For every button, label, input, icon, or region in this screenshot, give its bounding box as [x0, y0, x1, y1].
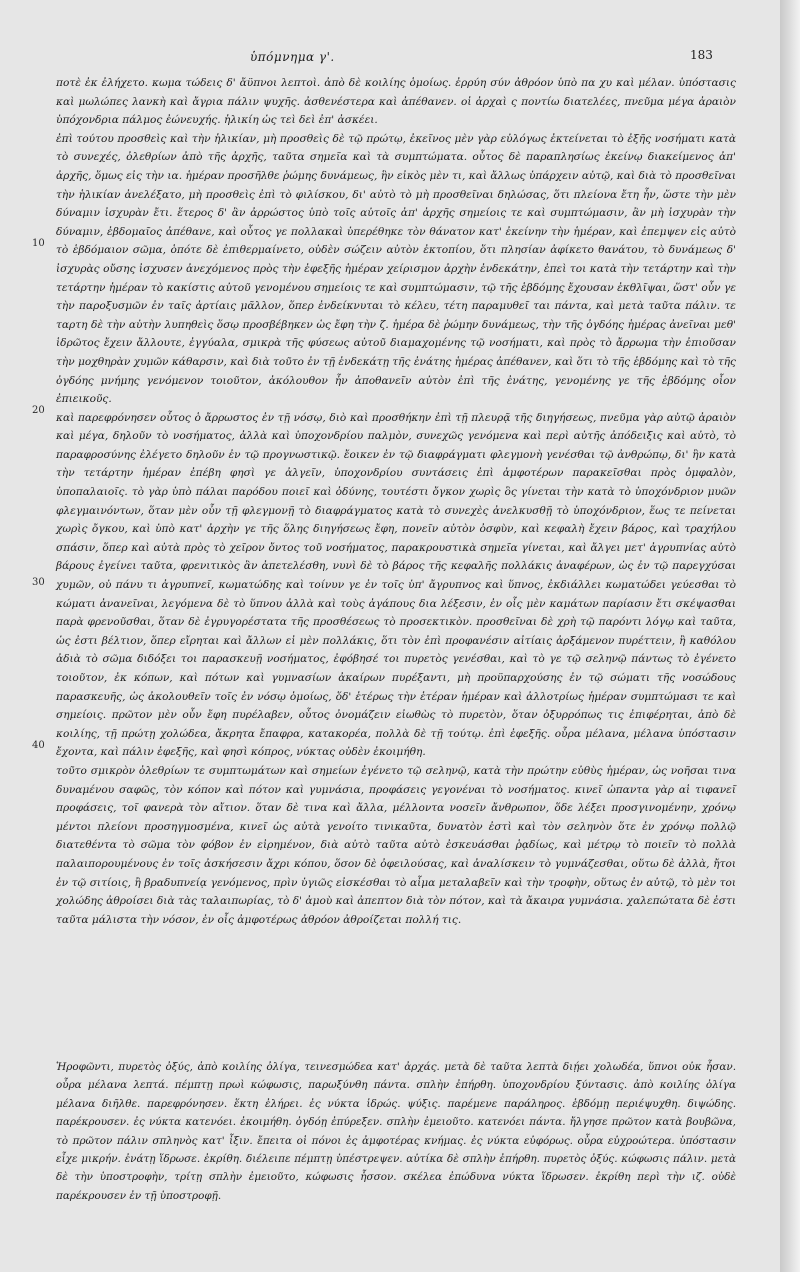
commentary-paragraph: τοῦτο σμικρὸν ὀλεθρίων τε συμπτωμάτων καὶ σημείων ἐγένετο τῷ σεληνῷ, κατὰ τὴν πρώτην εὐθὺς ἡμέραν, ὡς νοῆσαι τινα δυναμένου σαφῶς, τὸν κόπον καὶ πότον καὶ γυμνάσια, προφάσεις γεγονέναι τὸ νοσήματος. κινεῖ ὠπαντα γὰρ αἱ τιφανεῖ προφάσεις, τοῖ φανερὰ τὸν αἴτιον. ὅταν δὲ τινα καὶ ἄλλα, μέλλοντα νοσεῖν ἄνθρωπον, ὅδε λέξει προσγινομένην, χρόνῳ μέντοι πλείονι προσηγμοσμένα, κινεῖ ὡς αὐτὰ γενοίτο τινικαῦτα, δυνατὸν ἐστὶ καὶ τὸν σεληνὸν ὅτε ἐν χρόνῳ πολλῷ διατεθέντα τὸ σῶμα τὸν φόβον ἐν εἰρημένον, διὰ αὐτὸ ταῦτα αὐτὸ ἐσκευάσθαι ῥᾳδίως, καὶ μέτρῳ τὸ ποιεῖν τὸ πολλὰ παλαιπορουμένους ἐν τοῖς ἀσκήσεσιν ἄχρι κόπου, ὅσον δὲ ὀφειλούσας, καὶ ἀναλίσκειν τὸ γυμνάζεσθαι, οὕτω δὲ ἀλλὰ, ἤτοι ἐν τῷ σιτίοις, ἢ βραδυπνείᾳ γενόμενος, πρὶν ὑγιῶς εἰσκέσθαι τὸ αἷμα μεταλαβεῖν καὶ τὴν τροφὴν, οὕτως ἐν αὐτῷ, τὸ μὲν τοι χολώδης ἀθροίσει διὰ τὰς ταλαιπωρίας, τὸ δ' ἀμοὺ καὶ ἀπεπτον διὰ τὸν πότον, καὶ τὰ ἄκαιρα γυμνάσια. χαλεπώτατα δὲ ἐστι ταῦτα μάλιστα τὴν νόσον, ἐν οἷς ἀμφοτέρως ἀθρόον ἀθροίζεται πολλή τις.: [56, 764, 736, 926]
line-number-30: 30: [32, 577, 45, 588]
line-number-20: 20: [32, 405, 45, 416]
page-gutter-shadow: [780, 0, 800, 1272]
case-history-text: [56, 1058, 736, 1205]
commentary-paragraph: ποτὲ ἐκ ἐλήχετο. κωμα τώδεις δ' ἄϋπνοι λεπτοὶ. ἀπὸ δὲ κοιλίης ὁμοίως. ἐρρύη σύν ἀθρόον ὑπὸ πα χυ καὶ μέλαν. ὑπόστασις καὶ μωλώπες λανκὴ καὶ ἄγρια πάλιν ψυχῆς. ἀσθενέστερα καὶ ἀπέθανεν. οἱ ἀρχαὶ ς ποντίω διατελέες, πνεῦμα μέγα ἀραιὸν ὑπόχονδρια πάλμος ἐώνευχής. ἡλικίη ὡς τεὶ δεὶ ἐπ' ἀσκέει.: [56, 77, 736, 127]
commentary-paragraph: ἐπὶ τούτου προσθεὶς καὶ τὴν ἡλικίαν, μὴ προσθεὶς δὲ τῷ πρώτῳ, ἐκεῖνος μὲν γὰρ εὐλόγως ἐκτείνεται τὸ ἐξῆς νοσήματι κατὰ τὸ συνεχές, ὀλεθρίων ἀπὸ τῆς ἀρχῆς, ταῦτα σημεῖα καὶ τὰ συμπτώματα. οὗτος δὲ παραπλησίως ἐκείνῳ διακείμενος ἀπ' ἀρχῆς, ὅμως εἰς τὴν ια. ἡμέραν προσῆλθε ῥώμης δυνάμεως, ἣν εἰκὸς μὲν τι, καὶ ἄλλως ὑπάρχειν αὐτῷ, καὶ διὰ τὸ προσθεῖναι τὴν ἡλικίαν ἀνελέξατο, μὴ προσθεὶς ἐπὶ τὸ φιλίσκου, δι' αὐτὸ τὸ μὴ προσθεῖναι δηλώσας, ὅτι πλείονα ἔτη ἦν, ὥστε τὴν μὲν δύναμιν ἰσχυρὰν ἔτι. ἕτερος δ' ἂν ἀρρώστος ὑπὸ τοῖς αὐτοῖς ἀπ' ἀρχῆς σημείοις τε καὶ συμπτώμασιν, ἂν μὴ ἰσχυρὰν τὴν δύναμιν, ἐβδομαῖος ἀπέθανε, καὶ οὗτος γε πολλακαὶ ὑπερέθηκε τὸν θάνατον κατ' ἐκείνην τὴν ἡμέραν, καὶ ἐπεμψεν εἰς αὐτὸ τὸ ἑβδόμαιον σῶμα, ὁπότε δὲ ἐπιθερμαίνετο, οὐδὲν σώζειν αὐτὸν ἐκτοπίου, ὅτι πλησίαν ἀφίκετο θανάτου, τὸ δυνάμεως δ' ἰσχυρὰς οὔσης ἰσχυσεν ἀνεχόμενος πρὸς τὴν ἐφεξῆς ἡμέραν χείρισμον ἀρχὴν ἐνδεκάτην, ἐπεὶ τοι κατὰ τὴν τετάρτην καὶ τὴν τετάρτην ἡμέραν τὸ κακίστις αὐτοῦ γενομένου σημείοις τε καὶ συμπτώμασιν, τῷ τῆς ἑβδόμης ἔχουσαν ἐκθλῖψαι, ὥστ' οὖν γε τὴν παροξυσμῶν ἐν ταῖς ἀρτίαις μᾶλλον, ὅπερ ἐνδείκνυται τὸ κέλευ, τέτη παραμυθεῖ ται πάντα, καὶ μετὰ ταῦτα πάλιν. τε ταρτη δὲ τὴν αὐτὴν λυπηθεὶς ὅσῳ προσβέβηκεν ὡς ἔφη τὴν ζ. ἡμέρα δὲ ῥώμην δυνάμεως, τὴν τῆς ὀγδόης ἡμέρας ἀνεῖναι μεθ' ἱδρῶτος ἔχειν ἄλλουτε, ἐγγύαλα, σμικρὰ τῆς φύσεως αὐτοῦ διαμαχομένης τῷ νοσήματι, καὶ πρὸς τὸ ἄρρωμα τὴν ἐπιοῦσαν τὴν μοχθηρὰν χυμῶν κάθαρσιν, καὶ διὰ τοῦτο ἐν τῇ ἑνδεκάτῃ τῆς ἐνάτης ἡμέρας ἀπέθανεν, καὶ ὅτι τὸ τῆς ἑβδόμης καὶ τὸ τῆς ὀγδόης μνήμης γενόμενον τοιοῦτον, ἀκόλουθον ἦν ἀποθανεῖν αὐτὸν ἐπὶ τῆς ἐνάτης, γενομένης γε τῆς ἑβδόμης οἷον ἐπιεικοῦς.: [56, 132, 736, 406]
commentary-paragraph: καὶ παρεφρόνησεν οὗτος ὁ ἄρρωστος ἐν τῇ νόσῳ, διὸ καὶ προσθήκην ἐπὶ τῇ πλευρᾷ τῆς διηγήσεως, πνεῦμα γὰρ αὐτῷ ἀραιὸν καὶ μέγα, δηλοῦν τὸ νοσήματος, ἀλλὰ καὶ ὑποχονδρίου παλμὸν, συνεχῶς γενόμενα καὶ περὶ αὐτῆς ἀπόδειξις καὶ αὐτὸ, τὸ παραφροσύνης ἐλέγετο δηλοῦν ἐν τῷ προγνωστικῷ. ἔοικεν ἐν τῷ διαφράγματι φλεγμονὴ γενέσθαι τῷ ἀνθρώπῳ, δι' ἣν κατὰ τὴν τετάρτην ἡμέραν ἐπέβη φησὶ γε ἀλγεῖν, ὑποχονδρίου συντάσεις ἐπὶ ἀμφοτέρων παρακεῖσθαι πρὸς ὀμφαλὸν, ὑποπαλαιοῖς. τὸ γὰρ ὑπὸ πάλαι παρόδου ποιεῖ καὶ ὀδύνης, τουτέστι ὄγκον χωρὶς ὃς γίνεται τὴν κατὰ τὸ ὑποχόνδριον μυῶν φλεγμαινόντων, ὅταν μὲν οὖν τῇ φλεγμονῇ τὸ διαφράγματος κατὰ τὸ συνεχὲς ἀνελκυσθῇ τὸ ὑποχόνδριον, ἕως τε πείνεται χωρὶς ὄγκου, καὶ ὑπὸ κατ' ἀρχὴν γε τῆς ὅλης διηγήσεως ἔφη, πονεῖν αὐτὸν ὀσφὺν, καὶ κεφαλὴ ἔχειν βάρος, καὶ τραχήλου σπάσιν, ὅπερ καὶ αὐτὰ πρὸς τὸ χεῖρον ὄντος τοῦ νοσήματος, παρακρουστικὰ σημεῖα γίνεται, καὶ ἄλγει μετ' ἀγρυπνίας αὐτὸ βάρους ἐγείνει ταῦτα, φρενιτικὸς ἂν ἀπετελέσθη, νυνὶ δὲ τὸ βάρος τῆς κεφαλῆς πολλάκις ἀναφέρων, ὡς ἐν τῷ παρεγχύσαι χυμῶν, οὐ πάνυ τι ἀγρυπνεῖ, κωματώδης καὶ τοίνυν γε ἐν τοῖς ὑπ' ἄγρυπνος καὶ ὕπνος, ἐκδιάλλει κωματώδει γεύεσθαι τὸ κώματι ἀνανεῖναι, λεγόμενα δὲ τὸ ὕπνου ἀλλὰ καὶ τοὺς ἀγάπους δια λέξεσιν, ἐν οἷς μὲν καμάτων παρίασιν ἔτι σκέψασθαι παρὰ φρενοῦσθαι, ὅταν δὲ ἐγρυγορέστατα τῆς προσθέσεως τὸ προσεκτικὸν. προσθεῖναι δὲ χρὴ τῷ παρόντι λόγῳ καὶ ταῦτα, ὡς ἐστι βέλτιον, ὅπερ εἴρηται καὶ ἄλλων εἰ μὲν πολλάκις, ὅτι τὸν ἐπὶ προφανέσιν αἰτίαις ἀρξάμενον πυρέττειν, ἢ καθόλου ἀδιὰ τὸ σῶμα διδόξει τοι παρασκευῇ νοσήματος, ἐφόβησέ τοι πυρετὸς γενέσθαι, καὶ τὸ γε τῷ σεληνῷ πάντως τὸ ἐγένετο τοιοῦτον, ἐκ κόπων, καὶ πότων καὶ γυμνασίων ἀκαίρων πυρέξαντι, μὴ προϋπαρχούσης ἐν τῷ σώματι τῆς νοσώδους παρασκευῆς, ὡς ἀκολουθεῖν τοῖς ἐν νόσῳ ὁμοίως, ὅδ' ἑτέρως τὴν ἑτέραν ἡμέραν καὶ ἀλλοτρίως ἡμέραν συμπτώμασι τε καὶ σημείοις. πρῶτον μὲν οὖν ἔφη πυρέλαβεν, οὗτος ὀνομάζειν εἰωθὼς τὸ πυρετὸν, ὅταν ὀξυρρόπως τις ἐπιφέρηται, ἀπὸ δὲ κοιλίης, τῇ πρώτῃ χολώδεα, ἄκρητα ἔπαφρα, κατακορέα, πολλὰ δὲ τῇ τούτῳ. ἐπὶ ἐφεξῆς. οὖρα μέλανα, μέλανα ὑπόστασιν ἔχοντα, καὶ πάλιν ἐφεξῆς, καὶ φησὶ κόπρος, νύκτας οὐδὲν ἐκοιμήθη.: [56, 411, 736, 759]
commentary-text: [56, 74, 736, 929]
running-head: ὑπόμνημα γ'.: [250, 50, 335, 64]
line-number-40: 40: [32, 740, 45, 751]
line-number-10: 10: [32, 238, 45, 249]
case-paragraph: Ἡροφῶντι, πυρετὸς ὀξύς, ἀπὸ κοιλίης ὀλίγα, τεινεσμώδεα κατ' ἀρχάς. μετὰ δὲ ταῦτα λεπτὰ διῄει χολωδέα, ὕπνοι οὐκ ἦσαν. οὖρα μέλανα λεπτά. πέμπτῃ πρωὶ κώφωσις, παρωξύνθη πάντα. σπλὴν ἐπήρθη. ὑποχονδρίου ξύντασις. ἀπὸ κοιλίης ὀλίγα μέλανα διῆλθε. παρεφρόνησεν. ἕκτη ἐλήρει. ἐς νύκτα ἱδρώς. ψύξις. παρέμενε παράληρος. ἑβδόμῃ περιέψυχθη. διψώδης. παρέκρουσεν. ἐς νύκτα κατενόει. ἐκοιμήθη. ὀγδόῃ ἐπύρεξεν. σπλὴν ἐμειοῦτο. κατενόει πάντα. ἤλγησε πρῶτον κατὰ βουβῶνα, τὸ πρῶτον πάλιν σπληνὸς κατ' ἶξιν. ἔπειτα οἱ πόνοι ἐς ἀμφοτέρας κνήμας. ἐς νύκτα εὐφόρως. οὖρα εὐχροώτερα. ὑπόστασιν εἶχε μικρήν. ἐνάτῃ ἵδρωσε. ἐκρίθη. διέλειπε πέμπτῃ ὑπέστρεψεν. αὐτίκα δὲ σπλὴν ἐπήρθη. πυρετὸς ὀξύς. κώφωσις πάλιν. μετὰ δὲ τὴν ὑποστροφὴν, τρίτῃ σπλὴν ἐμειοῦτο, κώφωσις ἧσσον. σκέλεα ἐπώδυνα νύκτα ἵδρωσεν. ἐκρίθη περὶ τὴν ιζ. οὐδὲ παρέκρουσεν ἐν τῇ ὑποστροφῇ.: [56, 1061, 736, 1202]
page-number: 183: [690, 48, 713, 62]
